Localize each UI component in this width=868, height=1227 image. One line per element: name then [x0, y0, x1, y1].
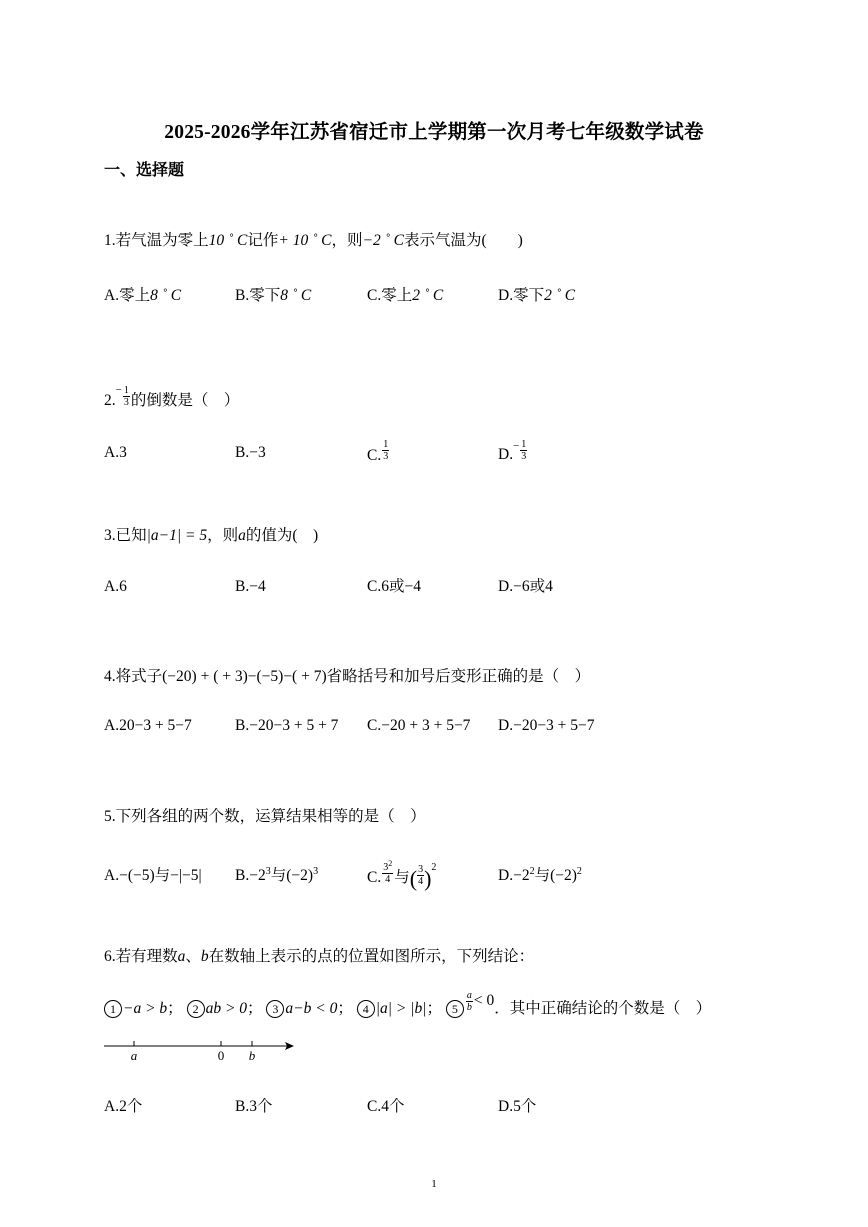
question-6-conclusions: 1 −a > b； 2 ab > 0； 3 a−b < 0； 4 |a| > |b|； 5 $\frac{a}{b}$ < 0．其中正确结论的个数是（ ）	[104, 996, 711, 1019]
label-b: b	[248, 1048, 256, 1062]
option-c[interactable]: C.零上2 ˚ C	[367, 287, 444, 304]
question-5-options	[104, 859, 784, 891]
fraction: $\frac{1}{3}$	[123, 385, 129, 408]
option-b[interactable]: B.零下8 ˚ C	[235, 287, 312, 304]
option-c[interactable]: C.−20 + 3 + 5−7	[367, 717, 471, 734]
question-3-options	[104, 577, 784, 599]
option-c[interactable]: C. $\frac{3^2}{4}$ 与( $\frac{3}{4}$ )$^2$	[367, 859, 437, 891]
circle-number: 2	[187, 1000, 205, 1018]
option-d[interactable]: D.−20−3 + 5−7	[498, 717, 595, 734]
option-b[interactable]: B.−3	[235, 444, 266, 461]
option-a[interactable]: A.−(−5)与−|−5|	[104, 867, 202, 884]
question-3: 3.已知|a−1| = 5，则a的值为( )	[104, 527, 319, 544]
question-2: 2.− $\frac{1}{3}$ 的倒数是（ ）	[104, 384, 240, 409]
question-4: 4.将式子(−20) + ( + 3)−(−5)−( + 7)省略括号和加号后变形正确的是（ ）	[104, 668, 591, 685]
option-d[interactable]: D.零下2 ˚ C	[498, 287, 576, 304]
question-4-options	[104, 716, 784, 738]
circle-number: 3	[266, 1000, 284, 1018]
option-a[interactable]: A.6	[104, 578, 127, 595]
question-2-options	[104, 439, 784, 465]
page-title: 2025-2026学年江苏省宿迁市上学期第一次月考七年级数学试卷	[164, 122, 704, 143]
circle-number: 5	[446, 1000, 464, 1018]
option-c[interactable]: C.6或−4	[367, 578, 421, 595]
question-5: 5.下列各组的两个数，运算结果相等的是（ ）	[104, 808, 426, 825]
option-b[interactable]: B.−20−3 + 5 + 7	[235, 717, 339, 734]
question-1: 1.若气温为零上10 ˚ C记作+ 10 ˚ C，则−2 ˚ C表示气温为( )	[104, 232, 523, 249]
option-a[interactable]: A.零上8 ˚ C	[104, 287, 182, 304]
circle-number: 1	[104, 1000, 122, 1018]
question-6: 6.若有理数a、b在数轴上表示的点的位置如图所示，下列结论：	[104, 948, 535, 965]
circle-number: 4	[357, 1000, 375, 1018]
option-c[interactable]: C. $\frac{1}{3}$	[367, 439, 389, 464]
option-a[interactable]: A.3	[104, 444, 127, 461]
question-6-options	[104, 1097, 784, 1119]
option-a[interactable]: A.2个	[104, 1098, 143, 1115]
option-b[interactable]: B.3个	[235, 1098, 273, 1115]
question-1-options	[104, 286, 784, 308]
option-a[interactable]: A.20−3 + 5−7	[104, 717, 192, 734]
option-d[interactable]: D.− $\frac{1}{3}$	[498, 439, 527, 463]
option-c[interactable]: C.4个	[367, 1098, 405, 1115]
number-line-figure	[104, 1036, 304, 1062]
label-0: 0	[217, 1048, 225, 1062]
option-b[interactable]: B.−4	[235, 578, 266, 595]
option-d[interactable]: $D.-2^2$与$(-2)^2$	[498, 866, 582, 884]
option-d[interactable]: D.5个	[498, 1098, 537, 1115]
section-heading: 一、选择题	[104, 162, 185, 179]
label-a: a	[130, 1048, 138, 1062]
option-d[interactable]: D.−6或4	[498, 578, 553, 595]
option-b[interactable]: $B.-2^3$与$(-2)^3$	[235, 866, 319, 884]
page-number: 1	[431, 1178, 437, 1190]
